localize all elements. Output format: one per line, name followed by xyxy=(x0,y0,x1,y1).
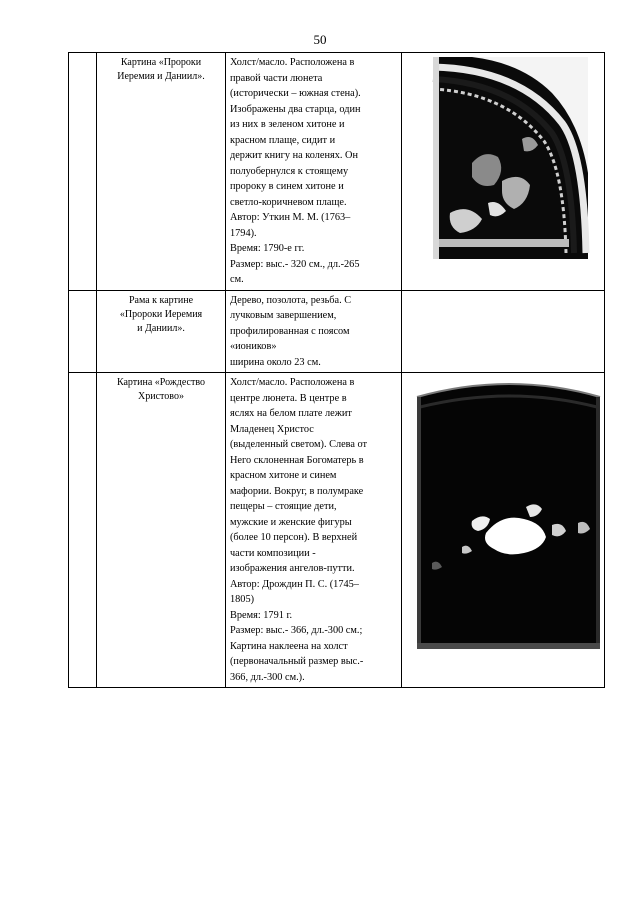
item-name-line: Иеремия и Даниил». xyxy=(117,71,205,82)
description-line: Автор: Дрождин П. С. (1745– xyxy=(230,578,359,590)
table-row xyxy=(69,53,605,291)
item-name-line: Христово» xyxy=(138,391,184,402)
description-line: держит книгу на коленях. Он xyxy=(230,150,358,161)
photo-cell xyxy=(402,373,605,688)
table-row xyxy=(69,373,605,688)
description-line: 1805) xyxy=(230,594,255,605)
description-line: красном плаще, сидит и xyxy=(230,134,336,146)
number-cell xyxy=(69,53,97,291)
inventory-table xyxy=(68,52,605,688)
description-line: 1794). xyxy=(230,227,257,239)
item-name-line: и Даниил». xyxy=(137,322,185,334)
painting-photo-nativity xyxy=(402,373,603,653)
description-line: светло-коричневом плаще. xyxy=(230,196,347,208)
description-line: профилированная с поясом xyxy=(230,325,350,337)
description-line: мужские и женские фигуры xyxy=(230,516,352,528)
description-line: Картина наклеена на холст xyxy=(230,640,348,652)
item-description-cell xyxy=(226,290,402,373)
description-line: 366, дл.-300 см.). xyxy=(230,671,305,683)
number-cell xyxy=(69,290,97,373)
description-line: Холст/масло. Расположена в xyxy=(230,57,355,68)
item-name-line: «Пророки Иеремия xyxy=(119,308,203,320)
number-cell xyxy=(69,373,97,688)
description-line: Младенец Христос xyxy=(230,423,314,435)
description-line: центре люнета. В центре в xyxy=(230,392,347,404)
description-line: Холст/масло. Расположена в xyxy=(230,377,355,388)
table-row xyxy=(69,290,605,373)
description-line: (более 10 персон). В верхней xyxy=(230,532,358,543)
photo-cell-empty xyxy=(402,290,605,373)
description-line: «иоников» xyxy=(230,341,277,352)
item-name-cell xyxy=(97,290,226,373)
item-name-line: Рама к картине xyxy=(128,294,194,306)
description-line: мафории. Вокруг, в полумраке xyxy=(230,485,364,497)
description-line: пророку в синем хитоне и xyxy=(230,181,344,192)
description-line: ширина около 23 см. xyxy=(230,356,321,368)
description-line: правой части люнета xyxy=(230,72,323,84)
description-line: (первоначальный размер выс.- xyxy=(230,656,364,667)
description-line: лучковым завершением, xyxy=(230,310,337,321)
description-line: Размер: выс.- 366, дл.-300 см.; xyxy=(230,625,363,636)
description-line: Автор: Уткин М. М. (1763– xyxy=(230,212,351,223)
description-line: Него склоненная Богоматерь в xyxy=(230,454,364,466)
photo-cell xyxy=(402,53,605,291)
description-line: части композиции - xyxy=(230,547,316,559)
painting-photo-prophets xyxy=(402,53,603,263)
description-line: Размер: выс.- 320 см., дл.-265 xyxy=(230,258,360,270)
description-line: Время: 1790-е гг. xyxy=(230,243,305,254)
description-line: см. xyxy=(230,274,244,285)
description-line: Изображены два старца, один xyxy=(230,103,361,115)
item-name-line: Картина «Рождество xyxy=(116,377,206,388)
description-line: (исторически – южная стена). xyxy=(230,88,361,99)
item-name-cell xyxy=(97,53,226,291)
description-line: изображения ангелов-путти. xyxy=(230,563,355,574)
description-line: яслях на белом плате лежит xyxy=(230,408,352,419)
description-line: из них в зеленом хитоне и xyxy=(230,119,345,130)
description-line: (выделенный светом). Слева от xyxy=(230,439,368,450)
description-line: пещеры – стоящие дети, xyxy=(230,501,337,512)
description-line: Время: 1791 г. xyxy=(230,609,293,621)
description-line: Дерево, позолота, резьба. С xyxy=(230,294,352,306)
page-number: 50 xyxy=(313,32,327,47)
item-description-cell xyxy=(226,53,402,291)
item-name-cell xyxy=(97,373,226,688)
item-name-line: Картина «Пророки xyxy=(120,57,202,68)
item-description-cell xyxy=(226,373,402,688)
description-line: полуобернулся к стоящему xyxy=(230,165,349,177)
description-line: красном хитоне и синем xyxy=(230,470,337,481)
